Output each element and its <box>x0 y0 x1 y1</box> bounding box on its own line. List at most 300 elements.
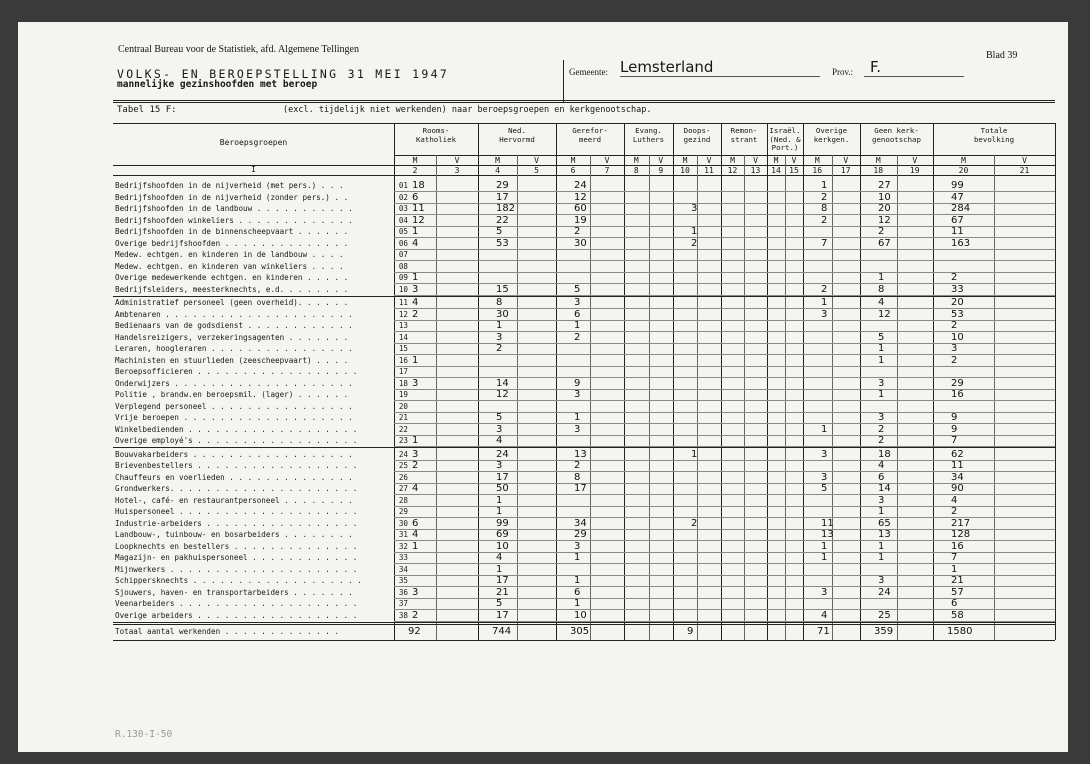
column-num-v-2: 7 <box>604 166 610 175</box>
column-m-label-2: M <box>570 156 576 165</box>
cell-12-7: 3 <box>821 308 828 320</box>
cell-26-9: 34 <box>951 471 964 483</box>
column-v-label-4: V <box>706 156 712 165</box>
cell-32-7: 1 <box>821 540 828 552</box>
cell-22-7: 1 <box>821 423 828 435</box>
mv-divider-1 <box>517 155 518 640</box>
cell-09-9: 2 <box>951 272 958 283</box>
cell-35-1: 17 <box>496 575 509 586</box>
cell-27-1: 50 <box>496 483 509 494</box>
cell-23-9: 7 <box>951 435 958 446</box>
cell-03-1: 182 <box>496 203 516 214</box>
cell-05-2: 2 <box>574 226 581 237</box>
cell-21-8: 3 <box>878 412 885 423</box>
cell-01-8: 27 <box>878 180 891 191</box>
column-num-v-5: 13 <box>750 166 761 175</box>
cell-23-0: 1 <box>412 435 419 446</box>
row-label-35: Schippersknechts . . . . . . . . . . . . . . . . . . . <box>115 576 362 585</box>
row-label-36: Sjouwers, haven- en transportarbeiders . . . . . . . <box>115 587 353 597</box>
cell-14-8: 5 <box>878 331 885 343</box>
column-num-m-9: 20 <box>958 166 969 175</box>
cell-26-2: 8 <box>574 471 581 483</box>
cell-06-8: 67 <box>878 237 891 249</box>
cell-11-8: 4 <box>878 297 885 308</box>
row-number-32: 32 <box>398 541 408 551</box>
row-label-20: Verplegend personeel . . . . . . . . . . . . . . . . <box>115 401 353 411</box>
column-v-label-2: V <box>604 156 610 165</box>
cell-33-1: 4 <box>496 552 503 563</box>
column-m-label-3: M <box>633 156 639 165</box>
row-label-21: Vrije beroepen . . . . . . . . . . . . . . . . . . . <box>115 413 353 422</box>
cell-03-4: 3 <box>691 203 698 214</box>
cell-31-0: 4 <box>412 529 419 540</box>
cell-27-9: 90 <box>951 483 964 494</box>
cell-32-0: 1 <box>412 540 419 552</box>
cell-28-8: 3 <box>878 494 885 506</box>
row-number-33: 33 <box>398 553 408 562</box>
row-number-19: 19 <box>398 390 408 399</box>
table-right-edge <box>1055 123 1056 640</box>
census-title: VOLKS- EN BEROEPSTELLING 31 MEI 1947 <box>117 67 450 81</box>
cell-01-7: 1 <box>821 180 828 191</box>
cell-18-0: 3 <box>412 377 419 389</box>
row-rule-19 <box>394 400 1055 401</box>
cell-33-9: 7 <box>951 552 958 563</box>
cell-04-2: 19 <box>574 214 587 226</box>
row-label-32: Loopknechts en bestellers . . . . . . . . . . . . . . <box>115 541 358 551</box>
row-label-01: Bedrijfshoofden in de nijverheid (met pers.) . . . <box>115 181 344 190</box>
cell-24-0: 3 <box>412 448 419 460</box>
census-subtitle: mannelijke gezinshoofden met beroep <box>117 79 318 90</box>
row-label-30: Industrie-arbeiders . . . . . . . . . . . . . . . . . <box>115 518 358 528</box>
row-label-25: Brievenbestellers . . . . . . . . . . . . . . . . . . <box>115 461 358 470</box>
cell-36-0: 3 <box>412 586 419 598</box>
row-label-15: Leraren, hoogleraren . . . . . . . . . . . . . . . . <box>115 344 353 353</box>
total-cell-7: 71 <box>817 626 830 637</box>
row-label-38: Overige arbeiders . . . . . . . . . . . . . . . . . . <box>115 610 358 620</box>
prov-label: Prov.: <box>832 67 854 77</box>
cell-12-1: 30 <box>496 308 509 320</box>
row-label-29: Huispersoneel . . . . . . . . . . . . . . . . . . . . <box>115 507 358 516</box>
cell-24-2: 13 <box>574 448 587 460</box>
mv-divider-2 <box>590 155 591 640</box>
column-header-7: Overige kerkgen. <box>813 126 850 144</box>
cell-30-8: 65 <box>878 517 891 529</box>
prov-underline <box>864 76 964 77</box>
total-cell-0: 92 <box>408 626 421 637</box>
column-m-label-1: M <box>495 156 500 165</box>
table-top-rule <box>113 123 1055 124</box>
cell-01-0: 18 <box>412 180 425 191</box>
cell-25-0: 2 <box>412 460 419 471</box>
column-num-v-7: 17 <box>840 166 851 175</box>
cell-02-7: 2 <box>821 191 828 203</box>
row-label-23: Overige employé's . . . . . . . . . . . . . . . . . . <box>115 436 358 445</box>
row-number-16: 16 <box>398 355 408 365</box>
cell-19-9: 16 <box>951 389 964 400</box>
mv-divider-7 <box>832 155 833 640</box>
cell-37-1: 5 <box>496 598 503 609</box>
total-rule-top-2 <box>113 624 1055 625</box>
gemeente-label: Gemeente: <box>569 67 608 77</box>
row-number-34: 34 <box>398 564 408 574</box>
cell-10-7: 2 <box>821 283 828 295</box>
cell-18-1: 14 <box>496 377 509 389</box>
row-number-22: 22 <box>398 424 408 434</box>
cell-04-0: 12 <box>412 214 425 226</box>
cell-34-1: 1 <box>496 563 503 575</box>
cell-11-0: 4 <box>412 297 419 308</box>
row-number-30: 30 <box>398 518 408 528</box>
cell-27-0: 4 <box>412 483 419 494</box>
column-m-label-8: M <box>875 156 881 165</box>
cell-31-9: 128 <box>951 529 971 540</box>
row-number-13: 13 <box>398 321 408 330</box>
cell-24-4: 1 <box>691 448 698 460</box>
cell-12-2: 6 <box>574 308 581 320</box>
row-label-28: Hotel-, café- en restaurantpersoneel . . . . . . . . <box>115 495 353 505</box>
cell-30-1: 99 <box>496 517 509 529</box>
column-num-m-7: 16 <box>812 166 823 175</box>
cell-14-2: 2 <box>574 331 581 343</box>
table-bottom-rule <box>113 640 1055 641</box>
cell-04-8: 12 <box>878 214 891 226</box>
row-number-18: 18 <box>398 378 408 388</box>
column-num-v-6: 15 <box>789 166 799 175</box>
cell-30-0: 6 <box>412 517 419 529</box>
column-v-label-1: V <box>534 156 539 165</box>
cell-02-1: 17 <box>496 191 509 203</box>
cell-14-1: 3 <box>496 331 503 343</box>
mv-divider-3 <box>649 155 650 640</box>
cell-22-2: 3 <box>574 423 581 435</box>
cell-13-9: 2 <box>951 320 958 331</box>
row-number-09: 09 <box>398 273 408 282</box>
column-header-0: Rooms- Katholiek <box>415 126 457 144</box>
cell-05-8: 2 <box>878 226 885 237</box>
cell-15-1: 2 <box>496 343 503 354</box>
cell-10-0: 3 <box>412 283 419 295</box>
cell-05-9: 11 <box>951 226 964 237</box>
cell-33-2: 1 <box>574 552 581 563</box>
column-num-m-0: 2 <box>412 166 418 175</box>
cell-27-7: 5 <box>821 483 828 494</box>
column-num-m-1: 4 <box>495 166 500 175</box>
row-label-16: Machinisten en stuurlieden (zeescheepvaart) . . . . <box>115 355 349 365</box>
row-label-08: Medew. echtgen. en kinderen van winkeliers . . . . <box>115 261 344 271</box>
column-header-2: Gerefor- meerd <box>572 126 608 144</box>
cell-06-9: 163 <box>951 237 971 249</box>
row-number-23: 23 <box>398 436 408 445</box>
cell-24-7: 3 <box>821 448 828 460</box>
cell-31-7: 13 <box>821 529 834 540</box>
cell-26-7: 3 <box>821 471 828 483</box>
row-number-21: 21 <box>398 413 408 422</box>
header-divider <box>563 60 564 102</box>
cell-10-8: 8 <box>878 283 885 295</box>
column-v-label-3: V <box>658 156 664 165</box>
cell-38-8: 25 <box>878 609 891 621</box>
cell-30-2: 34 <box>574 517 587 529</box>
cell-02-2: 12 <box>574 191 587 203</box>
cell-25-8: 4 <box>878 460 885 471</box>
row-number-14: 14 <box>398 332 408 342</box>
row-number-12: 12 <box>398 309 408 319</box>
cell-31-2: 29 <box>574 529 587 540</box>
cell-06-7: 7 <box>821 237 828 249</box>
prov-value: F. <box>870 58 881 76</box>
row-number-28: 28 <box>398 495 408 505</box>
row-label-18: Onderwijzers . . . . . . . . . . . . . . . . . . . . <box>115 378 353 388</box>
cell-29-8: 1 <box>878 506 885 517</box>
cell-25-9: 11 <box>951 460 964 471</box>
column-header-6: Israël. (Ned. & Port.) <box>769 126 801 152</box>
cell-21-9: 9 <box>951 412 958 423</box>
total-cell-2: 305 <box>570 626 590 637</box>
row-label-13: Bedienaars van de godsdienst . . . . . . . . . . . . <box>115 321 353 330</box>
bureau-title: Centraal Bureau voor de Statistiek, afd. Algemene Tellingen <box>118 44 359 55</box>
cell-19-1: 12 <box>496 389 509 400</box>
column-v-label-9: V <box>1022 156 1027 165</box>
cell-02-9: 47 <box>951 191 964 203</box>
row-number-15: 15 <box>398 344 408 353</box>
column-num-v-4: 11 <box>704 166 714 175</box>
row-label-03: Bedrijfshoofden in de landbouw . . . . . . . . . . . <box>115 204 353 213</box>
cell-16-9: 2 <box>951 354 958 366</box>
cell-06-4: 2 <box>691 237 698 249</box>
cell-18-8: 3 <box>878 377 885 389</box>
cell-27-2: 17 <box>574 483 587 494</box>
table-number: Tabel 15 F: <box>117 105 177 115</box>
column-num-m-8: 18 <box>873 166 884 175</box>
header-rule-1 <box>113 100 1055 101</box>
column-num-m-3: 8 <box>633 166 639 175</box>
row-label-07: Medew. echtgen. en kinderen in de landbouw . . . . <box>115 250 344 259</box>
cell-38-1: 17 <box>496 609 509 621</box>
row-label-24: Bouwvakarbeiders . . . . . . . . . . . . . . . . . . <box>115 449 353 459</box>
column-m-label-4: M <box>682 156 688 165</box>
cell-36-9: 57 <box>951 586 964 598</box>
cell-27-8: 14 <box>878 483 891 494</box>
cell-34-9: 1 <box>951 563 958 575</box>
cell-22-8: 2 <box>878 423 885 435</box>
cell-03-0: 11 <box>412 203 425 214</box>
gemeente-underline <box>620 76 820 77</box>
cell-29-1: 1 <box>496 506 503 517</box>
row-number-02: 02 <box>398 192 408 202</box>
blad-number: Blad 39 <box>986 50 1018 61</box>
cell-22-9: 9 <box>951 423 958 435</box>
mv-divider-9 <box>994 155 995 640</box>
total-cell-1: 744 <box>492 626 512 637</box>
row-number-17: 17 <box>398 367 408 376</box>
column-m-label-5: M <box>730 156 735 165</box>
row-label-10: Bedrijfsleiders, meesterknechts, e.d. . . . . . . . <box>115 284 349 294</box>
mv-divider-5 <box>744 155 745 640</box>
cell-06-2: 30 <box>574 237 587 249</box>
column-num-m-5: 12 <box>727 166 738 175</box>
column-header-9: Totale bevolking <box>973 126 1015 144</box>
row-number-26: 26 <box>398 472 408 482</box>
cell-18-9: 29 <box>951 377 964 389</box>
column-m-label-7: M <box>814 156 820 165</box>
cell-10-1: 15 <box>496 283 509 295</box>
cell-09-8: 1 <box>878 272 885 283</box>
cell-28-1: 1 <box>496 494 503 506</box>
cell-23-1: 4 <box>496 435 503 446</box>
header-rule-2 <box>113 102 1055 103</box>
cell-06-1: 53 <box>496 237 509 249</box>
cell-25-1: 3 <box>496 460 503 471</box>
cell-19-8: 1 <box>878 389 885 400</box>
row-label-17: Beroepsofficieren . . . . . . . . . . . . . . . . . . <box>115 367 358 376</box>
row-label-26: Chauffeurs en voerlieden . . . . . . . . . . . . . . <box>115 472 353 482</box>
cell-12-0: 2 <box>412 308 419 320</box>
row-label-33: Magazijn- en pakhuispersoneel . . . . . . . . . . . . <box>115 553 358 562</box>
cell-11-9: 20 <box>951 297 964 308</box>
cell-19-2: 3 <box>574 389 581 400</box>
column-v-label-8: V <box>912 156 918 165</box>
cell-10-2: 5 <box>574 283 581 295</box>
cell-12-9: 53 <box>951 308 964 320</box>
column-num-m-6: 14 <box>771 166 781 175</box>
cell-32-8: 1 <box>878 540 885 552</box>
cell-37-9: 6 <box>951 598 958 609</box>
cell-38-9: 58 <box>951 609 964 621</box>
cell-23-8: 2 <box>878 435 885 446</box>
cell-11-7: 1 <box>821 297 828 308</box>
cell-35-9: 21 <box>951 575 964 586</box>
column-m-label-9: M <box>961 156 966 165</box>
cell-15-9: 3 <box>951 343 958 354</box>
total-cell-8: 359 <box>874 626 894 637</box>
cell-26-8: 6 <box>878 471 885 483</box>
column-m-label-0: M <box>412 156 418 165</box>
column-num-v-0: 3 <box>454 166 460 175</box>
row-rule-06 <box>394 249 1055 250</box>
cell-32-2: 3 <box>574 540 581 552</box>
mv-divider-6 <box>785 155 786 640</box>
cell-21-1: 5 <box>496 412 503 423</box>
beroepsgroepen-header: Beroepsgroepen <box>219 138 288 147</box>
cell-36-8: 24 <box>878 586 891 598</box>
cell-05-4: 1 <box>691 226 698 237</box>
cell-13-1: 1 <box>496 320 503 331</box>
column-header-5: Remon- strant <box>730 126 758 144</box>
row-number-25: 25 <box>398 461 408 470</box>
column-v-label-0: V <box>454 156 460 165</box>
cell-09-0: 1 <box>412 272 419 283</box>
column-header-3: Evang. Luthers <box>632 126 665 144</box>
cell-03-7: 8 <box>821 203 828 214</box>
cell-36-2: 6 <box>574 586 581 598</box>
cell-14-9: 10 <box>951 331 964 343</box>
cell-37-2: 1 <box>574 598 581 609</box>
row-label-02: Bedrijfshoofden in de nijverheid (zonder pers.) . . <box>115 192 349 202</box>
row-number-01: 01 <box>398 181 408 190</box>
row-label-31: Landbouw-, tuinbouw- en bosarbeiders . . . . . . . . <box>115 530 353 539</box>
gemeente-value: Lemsterland <box>620 58 714 76</box>
cell-01-2: 24 <box>574 180 587 191</box>
row-number-29: 29 <box>398 507 408 516</box>
table-description: (excl. tijdelijk niet werkenden) naar beroepsgroepen en kerkgenootschap. <box>283 105 652 115</box>
cell-18-2: 9 <box>574 377 581 389</box>
row-label-04: Bedrijfshoofden winkeliers . . . . . . . . . . . . . <box>115 215 353 225</box>
row-label-27: Grondwerkers. . . . . . . . . . . . . . . . . . . . . <box>115 484 358 493</box>
cell-04-1: 22 <box>496 214 509 226</box>
row-number-07: 07 <box>398 250 408 259</box>
cell-24-9: 62 <box>951 448 964 460</box>
row-label-37: Veenarbeiders . . . . . . . . . . . . . . . . . . . . <box>115 599 358 608</box>
cell-36-7: 3 <box>821 586 828 598</box>
colnum-rule-bottom <box>113 175 1055 176</box>
cell-31-1: 69 <box>496 529 509 540</box>
cell-11-2: 3 <box>574 297 581 308</box>
cell-03-9: 284 <box>951 203 971 214</box>
cell-30-4: 2 <box>691 517 698 529</box>
row-number-24: 24 <box>398 449 408 459</box>
column-v-label-7: V <box>843 156 849 165</box>
column-header-1: Ned. Hervormd <box>499 126 535 144</box>
cell-24-8: 18 <box>878 448 891 460</box>
row-number-27: 27 <box>398 484 408 493</box>
column-num-m-2: 6 <box>570 166 576 175</box>
row-number-36: 36 <box>398 587 408 597</box>
cell-01-1: 29 <box>496 180 509 191</box>
census-form-sheet <box>18 22 1068 752</box>
total-cell-9: 1580 <box>947 626 973 637</box>
cell-06-0: 4 <box>412 237 419 249</box>
cell-29-9: 2 <box>951 506 958 517</box>
row-label-22: Winkelbedienden . . . . . . . . . . . . . . . . . . . <box>115 424 358 434</box>
cell-05-0: 1 <box>412 226 419 237</box>
cell-22-1: 3 <box>496 423 503 435</box>
row-number-37: 37 <box>398 599 408 608</box>
total-row-label: Totaal aantal werkenden . . . . . . . . . . . . . <box>115 627 340 636</box>
cell-13-2: 1 <box>574 320 581 331</box>
column-header-8: Geen kerk- genootschap <box>872 126 921 144</box>
cell-16-0: 1 <box>412 354 419 366</box>
cell-38-7: 4 <box>821 609 828 621</box>
cell-04-7: 2 <box>821 214 828 226</box>
cell-35-8: 3 <box>878 575 885 586</box>
row-number-11: 11 <box>398 298 408 307</box>
column-num-v-3: 9 <box>658 166 664 175</box>
cell-12-8: 12 <box>878 308 891 320</box>
column-m-label-6: M <box>773 156 779 165</box>
cell-25-2: 2 <box>574 460 581 471</box>
row-label-14: Handelsreizigers, verzekeringsagenten . . . . . . . <box>115 332 349 342</box>
row-number-04: 04 <box>398 215 408 225</box>
column-num-m-4: 10 <box>680 166 690 175</box>
cell-31-8: 13 <box>878 529 891 540</box>
beroeps-col-number: I <box>251 165 256 174</box>
row-number-31: 31 <box>398 530 408 539</box>
row-number-08: 08 <box>398 261 408 271</box>
column-num-v-8: 19 <box>909 166 920 175</box>
cell-35-2: 1 <box>574 575 581 586</box>
row-number-20: 20 <box>398 401 408 411</box>
row-label-06: Overige bedrijfshoofden . . . . . . . . . . . . . . <box>115 238 349 248</box>
row-label-34: Mijnwerkers . . . . . . . . . . . . . . . . . . . . . <box>115 564 358 574</box>
column-header-4: Doops- gezind <box>683 126 711 144</box>
row-number-38: 38 <box>398 610 408 620</box>
row-label-05: Bedrijfshoofden in de binnenscheepvaart . . . . . . <box>115 227 349 236</box>
cell-24-1: 24 <box>496 448 509 460</box>
row-number-06: 06 <box>398 238 408 248</box>
column-v-label-5: V <box>753 156 758 165</box>
total-rule-top <box>113 622 1055 623</box>
